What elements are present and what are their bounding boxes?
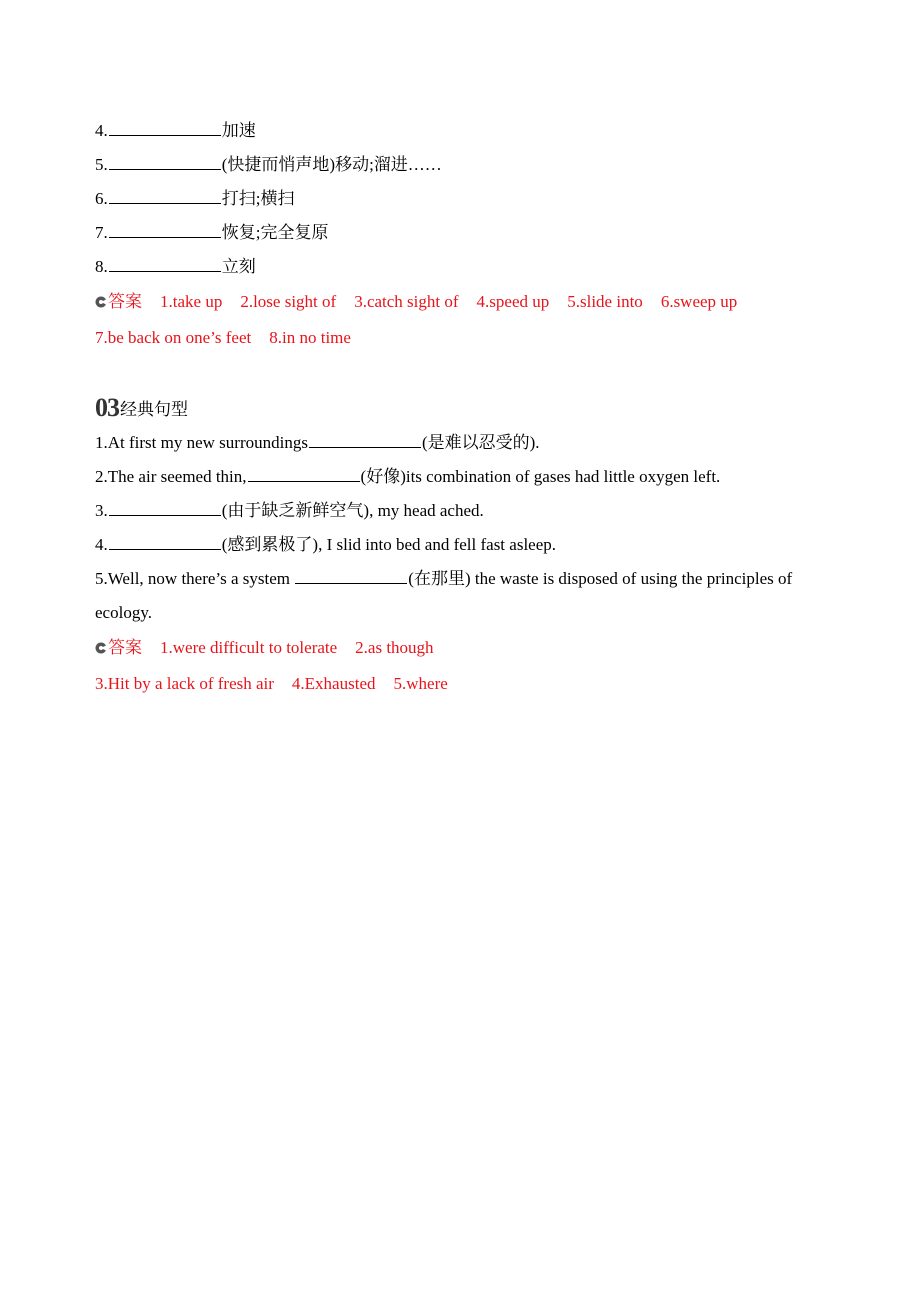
answer-item: 2.as though: [355, 638, 434, 657]
sentence-text: (在那里) the waste is disposed of using the principles of ecology.: [95, 569, 793, 622]
sentence-list: [95, 426, 835, 630]
item-number: 5.: [95, 155, 108, 174]
answer-item: 4.speed up: [476, 292, 550, 311]
answer-blank: [295, 566, 407, 584]
answer-label: 答案: [108, 638, 142, 657]
answer-blank: [109, 152, 221, 170]
sentence-text: 3.: [95, 501, 108, 520]
answer-blank: [109, 118, 221, 136]
answer-blank: [309, 430, 421, 448]
sentence-text: 1.At first my new surroundings: [95, 433, 308, 452]
vocab-answer-line-2: [95, 320, 835, 356]
answer-item: 5.where: [393, 674, 448, 693]
section-heading: [95, 390, 835, 426]
answer-label: 答案: [108, 292, 142, 311]
answer-item: 4.Exhausted: [291, 674, 376, 693]
answer-item: 1.take up: [160, 292, 223, 311]
answer-icon: [95, 296, 107, 308]
sentence-text: (感到累极了), I slid into bed and fell fast asleep.: [221, 535, 557, 554]
vocab-answer-line-1: [95, 284, 835, 320]
vocab-item: [95, 250, 835, 284]
item-meaning: (快捷而悄声地)移动;溜进……: [221, 155, 442, 174]
item-meaning: 立刻: [221, 257, 256, 276]
item-number: 4.: [95, 121, 108, 140]
item-number: 6.: [95, 189, 108, 208]
sentence-answer-line-1: [95, 630, 835, 666]
item-meaning: 加速: [221, 121, 256, 140]
answer-blank: [109, 532, 221, 550]
item-number: 8.: [95, 257, 108, 276]
section-title: 经典句型: [120, 400, 188, 419]
sentence-text: (好像)its combination of gases had little oxygen left.: [360, 467, 721, 486]
sentence-item: [95, 562, 835, 630]
answer-icon: [95, 642, 107, 654]
sentence-text: 2.The air seemed thin,: [95, 467, 247, 486]
document-page: [95, 114, 835, 702]
item-number: 7.: [95, 223, 108, 242]
vocab-list: [95, 114, 835, 284]
answer-item: 1.were difficult to tolerate: [160, 638, 338, 657]
sentence-text: 4.: [95, 535, 108, 554]
answer-item: 3.Hit by a lack of fresh air: [95, 674, 274, 693]
answer-blank: [109, 220, 221, 238]
answer-blank: [109, 254, 221, 272]
vocab-item: [95, 216, 835, 250]
section-number: 03: [95, 393, 119, 422]
answer-item: 5.slide into: [567, 292, 643, 311]
vocab-item: [95, 182, 835, 216]
vocab-item: [95, 148, 835, 182]
answer-item: 6.sweep up: [660, 292, 738, 311]
sentence-item: [95, 426, 835, 460]
answer-blank: [109, 186, 221, 204]
item-meaning: 打扫;横扫: [221, 189, 295, 208]
item-meaning: 恢复;完全复原: [221, 223, 329, 242]
answer-item: 2.lose sight of: [240, 292, 337, 311]
sentence-item: [95, 460, 835, 494]
vocab-item: [95, 114, 835, 148]
sentence-text: (由于缺乏新鲜空气), my head ached.: [221, 501, 484, 520]
sentence-answer-line-2: [95, 666, 835, 702]
sentence-item: [95, 494, 835, 528]
sentence-text: (是难以忍受的).: [421, 433, 540, 452]
sentence-item: [95, 528, 835, 562]
answer-blank: [109, 498, 221, 516]
answer-item: 3.catch sight of: [354, 292, 459, 311]
sentence-text: 5.Well, now there’s a system: [95, 569, 295, 588]
answer-blank: [248, 464, 360, 482]
answer-item: 8.in no time: [269, 328, 351, 347]
answer-item: 7.be back on one’s feet: [95, 328, 252, 347]
